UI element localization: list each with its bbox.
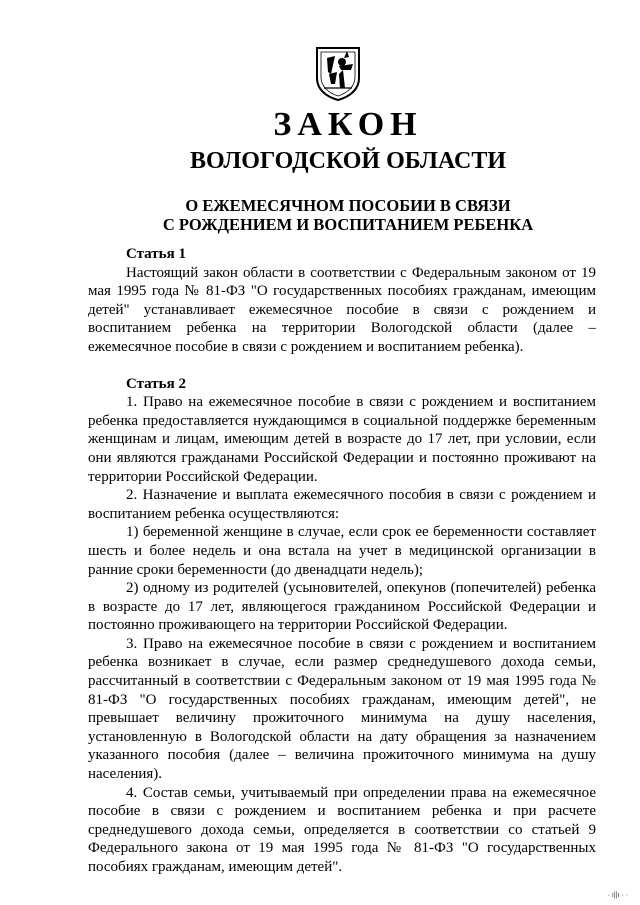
article-2-heading: Статья 2 <box>126 375 186 392</box>
region-title: ВОЛОГОДСКОЙ ОБЛАСТИ <box>189 148 507 174</box>
subtitle-line-2: С РОЖДЕНИЕМ И ВОСПИТАНИЕМ РЕБЕНКА <box>162 215 534 234</box>
law-subtitle <box>0 196 640 234</box>
article-2-paragraph-1: 1. Право на ежемесячное пособие в связи с рождением и воспитанием ребенка предоставляется нуждающимся в социальной поддержке беременным женщинам и лицам, имеющим детей в возрасте до 17 лет, при условии, если они являются гражданами Российской Федерации и постоянно проживают на территории Российской Федерации. <box>88 394 596 485</box>
law-title: ЗАКОН <box>273 106 423 143</box>
article-2-paragraph-4: 2) одному из родителей (усыновителей, опекунов (попечителей) ребенка в возрасте до 17 лет, являющегося гражданином Российской Федерации и постоянно проживающего на территории Российской Федерации. <box>88 580 596 634</box>
article-2-paragraph-5: 3. Право на ежемесячное пособие в связи с рождением и воспитанием ребенка возникает в случае, если размер среднедушевого дохода семьи, рассчитанный в соответствии с Федеральным законом от 19 мая 1995 года № 81-ФЗ "О государственных пособиях гражданам, имеющим детей", не превышает величину прожиточного минимума на душу населения, установленную в Вологодской области на дату обращения за назначением указанного пособия (далее – величина прожиточного минимума на душу населения). <box>88 635 596 783</box>
article-gap <box>88 357 596 375</box>
coat-of-arms-icon <box>313 44 363 102</box>
scan-marks: · ı||ı · · <box>607 892 628 899</box>
article-2-paragraph-2: 2. Назначение и выплата ежемесячного пособия в связи с рождением и воспитанием ребенка осуществляются: <box>88 487 596 522</box>
law-body <box>88 245 596 877</box>
article-1-paragraph-1: Настоящий закон области в соответствии с Федеральным законом от 19 мая 1995 года № 81-ФЗ "О государственных пособиях гражданам, имеющим детей" устанавливает ежемесячное пособие в связи с рождением и воспитанием ребенка на территории Вологодской области (далее – ежемесячное пособие в связи с рождением и воспитанием ребенка). <box>88 264 596 355</box>
article-2-paragraph-3: 1) беременной женщине в случае, если срок ее беременности составляет шесть и более недель и она встала на учет в медицинской организации в ранние сроки беременности (до двенадцати недель); <box>88 524 596 578</box>
article-2-paragraph-6: 4. Состав семьи, учитываемый при определении права на ежемесячное пособие в связи с рождением и воспитанием ребенка и при расчете среднедушевого дохода семьи, определяется в соответствии со статьей 9 Федерального закона от 19 мая 1995 года № 81-ФЗ "О государственных пособиях гражданам, имеющим детей". <box>88 784 596 875</box>
article-1-heading: Статья 1 <box>126 246 186 262</box>
subtitle-line-1: О ЕЖЕМЕСЯЧНОМ ПОСОБИИ В СВЯЗИ <box>185 196 511 215</box>
